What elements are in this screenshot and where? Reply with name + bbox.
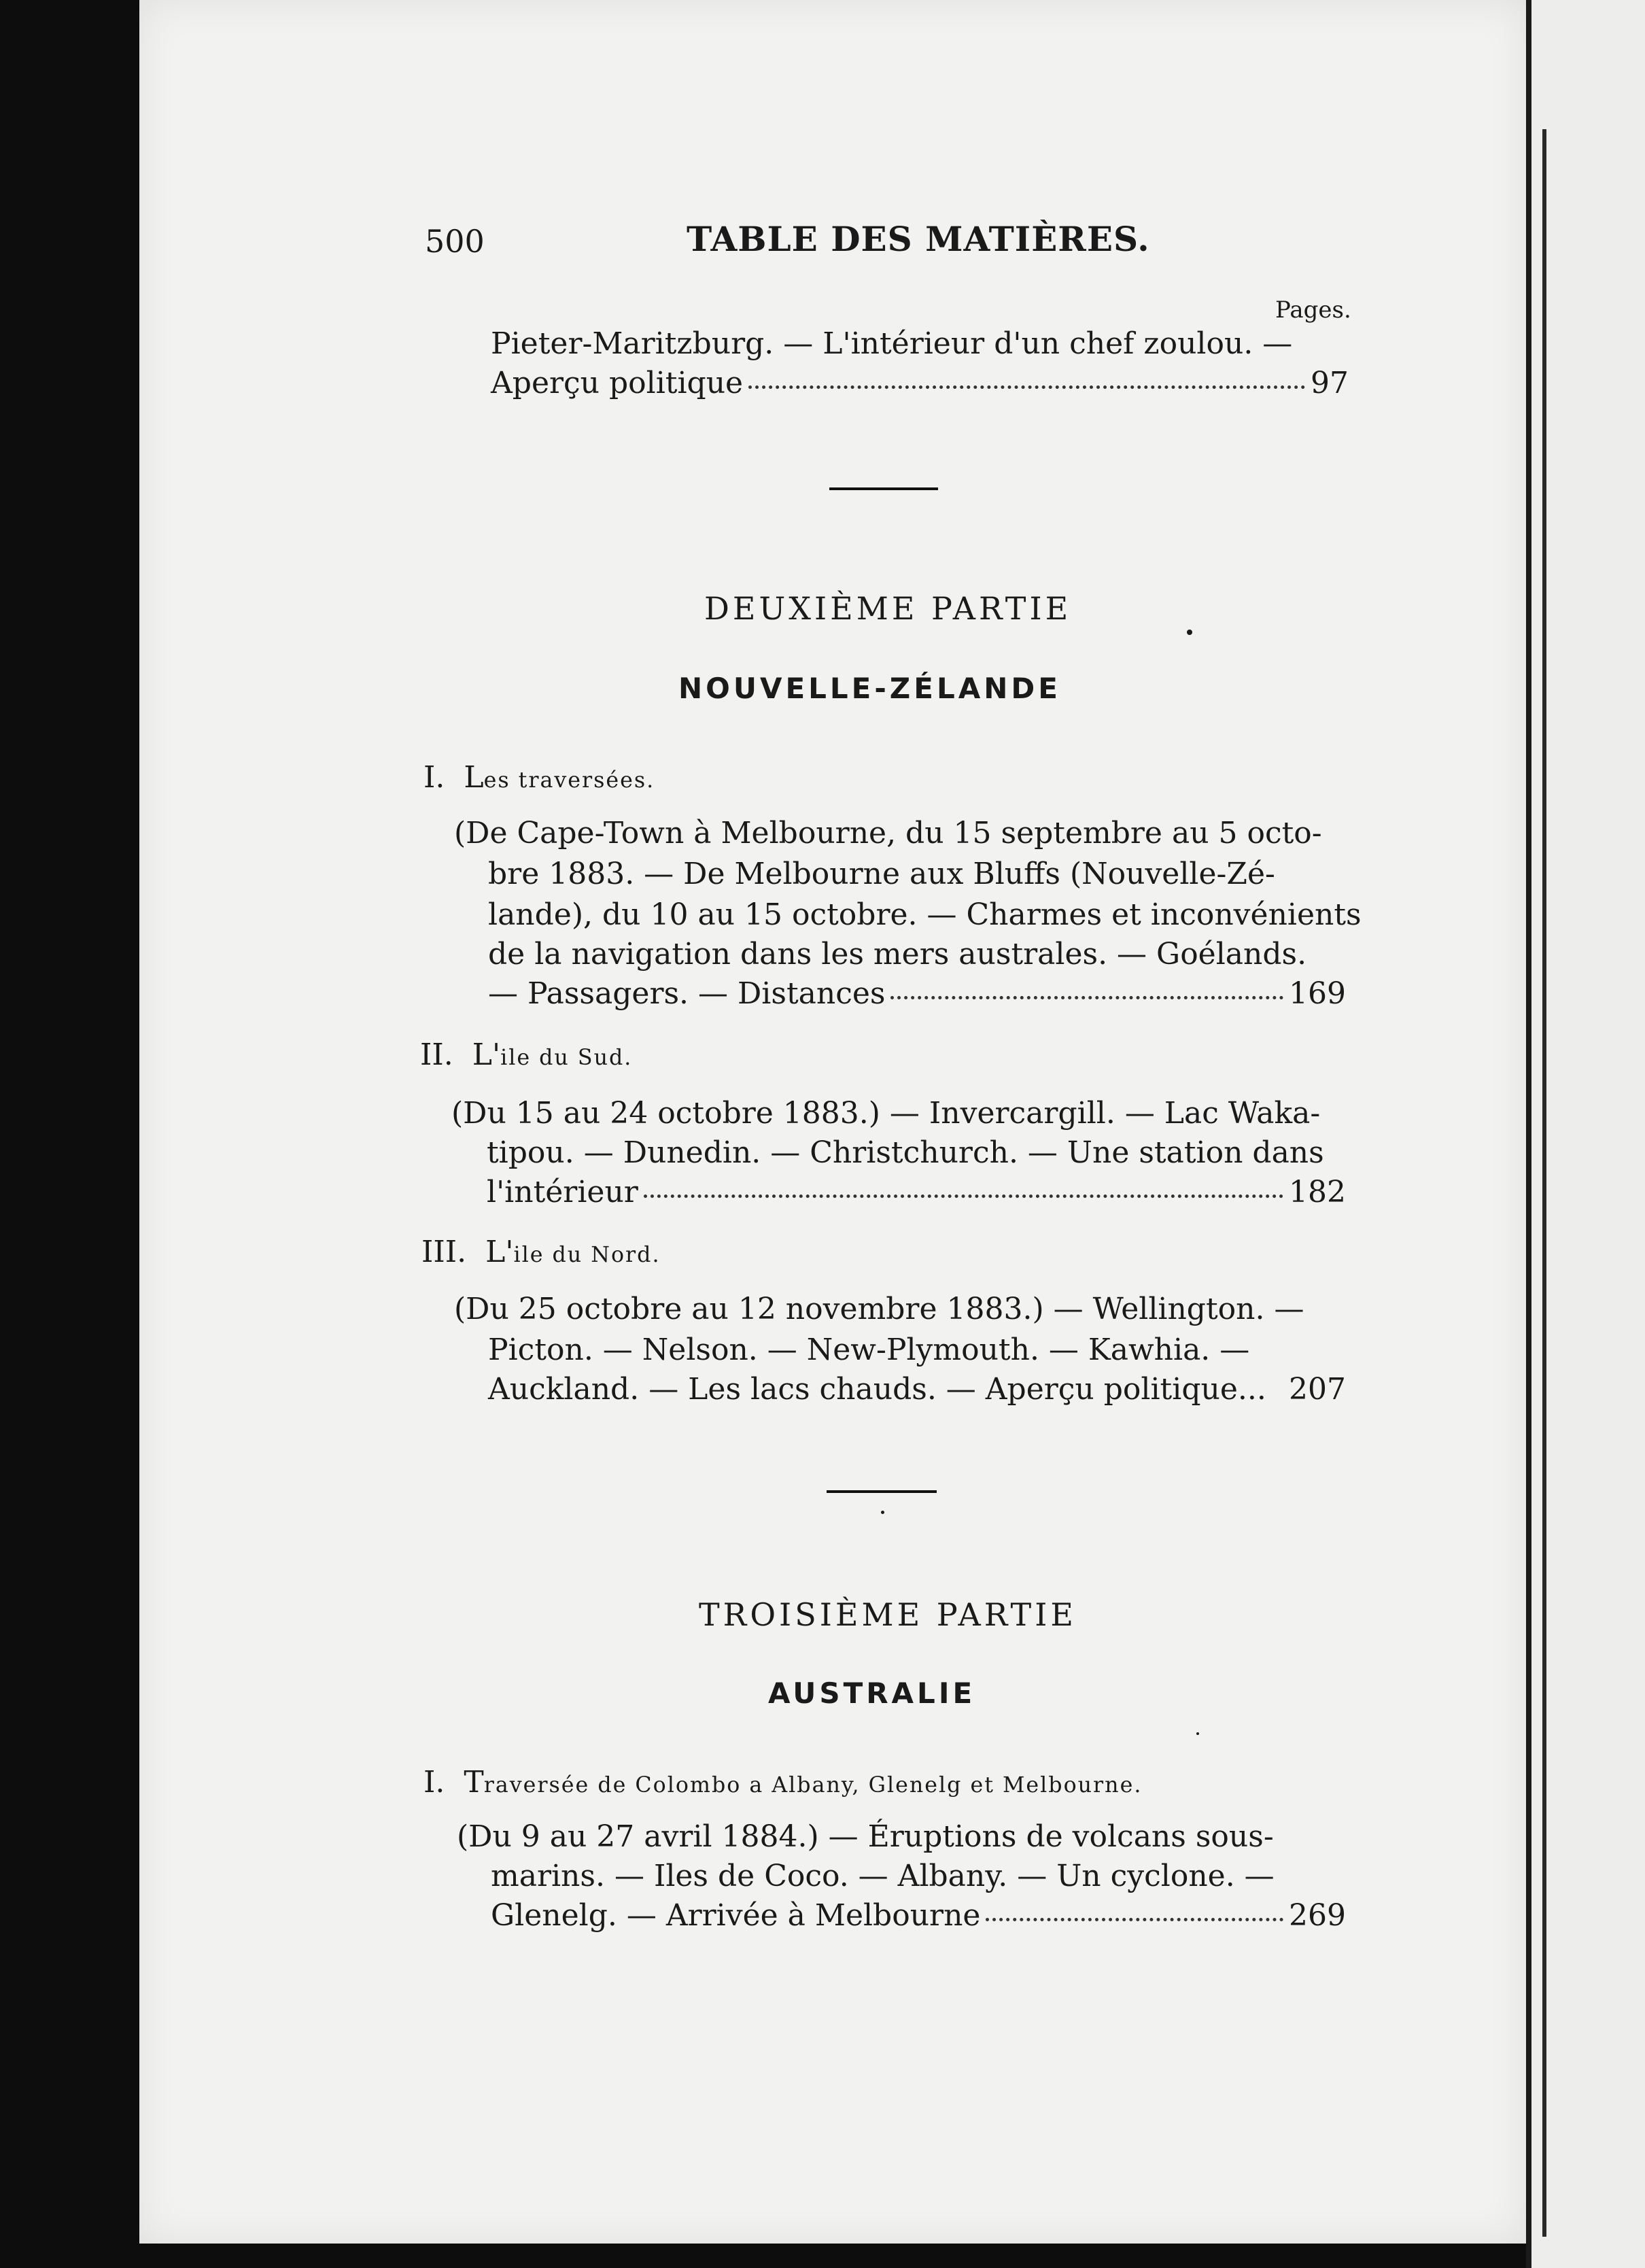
section-rule	[827, 1490, 937, 1493]
chapter-title-smallcaps: raversée de Colombo a Albany, Glenelg et Melbourne.	[483, 1773, 1143, 1798]
entry-page-number: 169	[1289, 976, 1346, 1011]
part2-title: DEUXIÈME PARTIE	[704, 590, 1072, 627]
chapter-numeral: I.	[423, 760, 445, 795]
entry-line: marins. — Iles de Coco. — Albany. — Un cyclone. —	[491, 1859, 1275, 1893]
chapter-heading	[423, 1765, 1142, 1800]
entry-line: (Du 25 octobre au 12 novembre 1883.) — Wellington. —	[454, 1292, 1304, 1326]
section-rule	[829, 487, 938, 490]
entry-page-number: 182	[1289, 1175, 1346, 1209]
carryover-line-2: Aperçu politique	[491, 366, 744, 400]
chapter-title-cap: L'	[485, 1235, 514, 1269]
entry-line: lande), du 10 au 15 octobre. — Charmes et inconvénients	[488, 897, 1362, 932]
part3-title: TROISIÈME PARTIE	[699, 1596, 1077, 1633]
chapter-title-cap: L'	[472, 1037, 501, 1072]
entry-line: (De Cape-Town à Melbourne, du 15 septembre au 5 octo-	[454, 816, 1322, 850]
chapter-heading	[421, 1235, 661, 1269]
carryover-entry-last	[491, 366, 1349, 400]
chapter-heading	[420, 1037, 632, 1072]
page-number: 500	[425, 223, 485, 260]
carryover-line-1: Pieter-Maritzburg. — L'intérieur d'un chef zoulou. —	[491, 326, 1293, 361]
entry-line: tipou. — Dunedin. — Christchurch. — Une station dans	[487, 1135, 1324, 1170]
leader-dots	[644, 1195, 1283, 1198]
chapter-title-smallcaps: es traversées.	[483, 768, 655, 793]
scan-speck	[881, 1511, 884, 1514]
facing-page-edge	[1526, 0, 1645, 2268]
chapter-heading	[423, 760, 655, 795]
part3-country: AUSTRALIE	[768, 1677, 976, 1710]
entry-page-number: 269	[1289, 1898, 1346, 1933]
chapter-numeral: III.	[421, 1235, 467, 1269]
scan-speck	[1187, 630, 1192, 635]
carryover-page: 97	[1311, 366, 1349, 400]
entry-last-line	[491, 1898, 1346, 1933]
entry-last-text: — Passagers. — Distances	[488, 976, 886, 1011]
leader-dots	[890, 996, 1283, 999]
entry-last-text: Glenelg. — Arrivée à Melbourne	[491, 1898, 981, 1933]
leader-dots	[748, 385, 1305, 389]
chapter-title-cap: T	[464, 1765, 484, 1800]
entry-last-line	[488, 1372, 1346, 1407]
running-title: TABLE DES MATIÈRES.	[687, 219, 1150, 259]
chapter-title-smallcaps: ile du Sud.	[500, 1046, 633, 1070]
entry-last-line	[488, 976, 1346, 1011]
entry-last-text: l'intérieur	[487, 1175, 638, 1209]
leader-dots	[986, 1918, 1283, 1921]
chapter-title-smallcaps: ile du Nord.	[513, 1243, 661, 1267]
part2-country: NOUVELLE-ZÉLANDE	[678, 672, 1061, 705]
entry-line: (Du 9 au 27 avril 1884.) — Éruptions de volcans sous-	[457, 1819, 1274, 1854]
entry-page-number: 207	[1289, 1372, 1346, 1407]
chapter-numeral: II.	[420, 1037, 453, 1072]
scan-speck	[1196, 1732, 1199, 1735]
chapter-numeral: I.	[423, 1765, 445, 1800]
entry-line: (Du 15 au 24 octobre 1883.) — Invercargill. — Lac Waka-	[451, 1096, 1321, 1131]
entry-line: de la navigation dans les mers australes. — Goélands.	[488, 937, 1307, 972]
pages-column-label: Pages.	[1275, 296, 1351, 324]
entry-last-line	[487, 1175, 1346, 1209]
entry-line: Picton. — Nelson. — New-Plymouth. — Kawhia. —	[488, 1333, 1250, 1367]
chapter-title-cap: L	[464, 760, 484, 795]
entry-line: bre 1883. — De Melbourne aux Bluffs (Nouvelle-Zé-	[488, 857, 1275, 891]
entry-last-text: Auckland. — Les lacs chauds. — Aperçu politique...	[488, 1372, 1266, 1407]
